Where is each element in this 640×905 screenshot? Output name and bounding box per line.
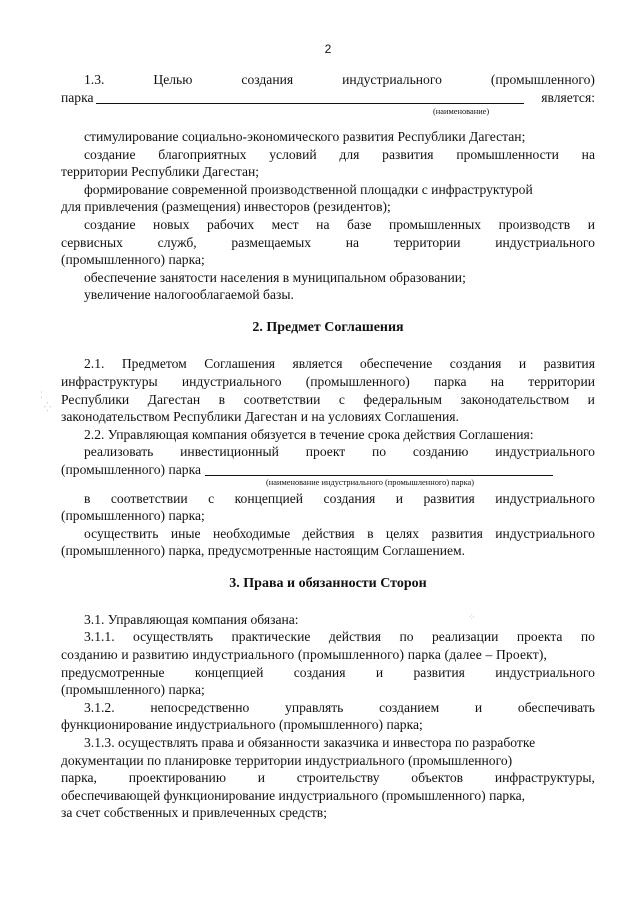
word: проекта [516,629,563,644]
word: проектированию [128,770,226,785]
word: парка, [61,770,97,785]
word: территории [528,374,595,389]
s3-line [61,664,595,681]
word: 2.1. [84,356,105,371]
word: индустриального [181,374,282,389]
caption-name: (наименование) [433,107,490,116]
goal-line: (промышленного) парка; [61,252,205,267]
word: с [208,491,215,506]
p21-line [61,373,595,390]
word: 3.1.1. [84,629,115,644]
word: Предметом [121,356,187,371]
word: инфраструктуры [61,374,158,389]
word: развития [431,526,483,541]
word: производств [498,217,571,232]
word: осуществить [84,526,159,541]
word: благоприятных [158,147,247,162]
word: индустриального [342,72,442,87]
scan-speck: ⁛ [44,402,52,412]
scan-speck: ⁚ [40,390,43,400]
word: на [581,147,595,162]
word: сервисных [61,235,123,250]
s3-line: обеспечивающей функционирование индустриального (промышленного) парка, [61,788,526,803]
word: действия [302,526,355,541]
s3-line: за счет собственных и привлеченных средств; [61,805,328,820]
word: в [367,526,374,541]
word: и [375,665,384,680]
caption-park-name: (наименование индустриального (промышленного) парка) [266,478,475,487]
word: является: [541,90,595,105]
s3-line [84,699,595,716]
s3-line [61,769,595,786]
word: развития [413,665,465,680]
word: промышленности [456,147,559,162]
word: индустриального [495,444,595,459]
word: законодательством [460,392,570,407]
word: по [399,629,414,644]
word: является [292,356,343,371]
word: парка [434,374,467,389]
p22-line: (промышленного) парка; [61,508,205,523]
park-name-blank-line [205,461,553,476]
word: соответствии [110,491,188,506]
word: служб, [157,235,197,250]
word: создание [84,217,136,232]
word: создание [84,147,136,162]
word: и [587,217,595,232]
word: Дагестан [147,392,201,407]
word: размещаемых [231,235,312,250]
word: парка [61,90,94,105]
word: создания [293,665,346,680]
p22-line [84,490,595,507]
word: действия [328,629,381,644]
word: развития [423,491,475,506]
p21-line [61,391,595,408]
word: развития [543,356,595,371]
word: в [218,392,226,407]
word: осуществлять [133,629,214,644]
word: 1.3. [84,72,105,87]
section-2-title: 2. Предмет Соглашения [252,320,404,335]
word: созданием [379,700,440,715]
p22-line [84,525,595,542]
word: непосредственно [150,700,250,715]
s3-line: (промышленного) парка; [61,682,205,697]
word: целях [385,526,420,541]
word: условий [269,147,317,162]
word: обеспечение [359,356,433,371]
word: Соглашения [204,356,276,371]
word: Республики [61,392,130,407]
goal-line: для привлечения (размещения) инвесторов (резидентов); [61,199,391,214]
word: индустриального [495,491,595,506]
word: инфраструктуры, [494,770,595,785]
word: иные [170,526,201,541]
s13-line-1 [84,71,595,88]
word: инвестиционный [180,444,279,459]
word: на [490,374,505,389]
word: для [339,147,360,162]
word: по [580,629,595,644]
s3-line: 3.1. Управляющая компания обязана: [84,612,299,627]
word: индустриального [495,526,595,541]
word: рабочих [207,217,255,232]
page-number: 2 [324,42,332,56]
word: (промышленного) парка [61,462,201,477]
word: реализации [431,629,499,644]
p21-line [84,355,595,372]
goal-line: территории Республики Дагестан; [61,164,260,179]
word: на [316,217,330,232]
word: создания [241,72,294,87]
word: (промышленного) [490,72,595,87]
word: с [338,392,345,407]
word: индустриального [495,235,595,250]
word: по [371,444,387,459]
word: создания [323,491,376,506]
word: на [345,235,360,250]
word: концепцией [194,665,264,680]
word: необходимые [212,526,291,541]
word: и [395,491,403,506]
goal-line [61,234,595,251]
goal-line: стимулирование социально-экономического развития Республики Дагестан; [84,129,526,144]
word: (промышленного) [305,374,410,389]
s3-line: созданию и развитию индустриального (промышленного) парка (далее – Проект), [61,647,548,662]
goal-line: обеспечение занятости населения в муниципальном образовании; [84,270,466,285]
word: индустриального [495,665,595,680]
word: федеральным [363,392,442,407]
section-3-title: 3. Права и обязанности Сторон [229,576,427,591]
word: и [518,356,527,371]
p22-line: 2.2. Управляющая компания обязуется в течение срока действия Соглашения: [84,427,534,442]
word: и [257,770,266,785]
word: территории [393,235,461,250]
word: мест [271,217,299,232]
goal-line: формирование современной производственной площадки с инфраструктурой [84,182,533,197]
s13-line-2 [61,89,595,106]
word: в [84,491,91,506]
word: реализовать [84,444,154,459]
word: строительству [296,770,380,785]
word: и [474,700,483,715]
word: предусмотренные [61,665,165,680]
word: соответствии [243,392,321,407]
word: промышленных [388,217,482,232]
word: создания [449,356,502,371]
word: Целью [153,72,193,87]
p22-line [84,443,595,460]
word: практические [231,629,311,644]
p22-line [61,461,595,478]
s3-line [84,628,595,645]
word: развития [382,147,434,162]
word: проект [305,444,346,459]
word: объектов [411,770,464,785]
p21-line: законодательством Республики Дагестан и на условиях Соглашения. [61,409,459,424]
word: новых [153,217,190,232]
name-blank-line [96,89,524,104]
scan-speck: ⁘ [468,612,476,622]
word: созданию [412,444,469,459]
word: обеспечивать [517,700,595,715]
p22-line: (промышленного) парка, предусмотренные настоящим Соглашением. [61,543,466,558]
goal-line [84,216,595,233]
word: базе [347,217,372,232]
word: управлять [285,700,344,715]
s3-line: 3.1.3. осуществлять права и обязанности заказчика и инвестора по разработке [84,735,536,750]
s3-line: документации по планировке территории индустриального (промышленного) [61,753,513,768]
word: и [587,392,595,407]
word: 3.1.2. [84,700,115,715]
s3-line: функционирование индустриального (промышленного) парка; [61,717,423,732]
goal-line [84,146,595,163]
word: концепцией [234,491,304,506]
goal-line: увеличение налогооблагаемой базы. [84,287,294,302]
